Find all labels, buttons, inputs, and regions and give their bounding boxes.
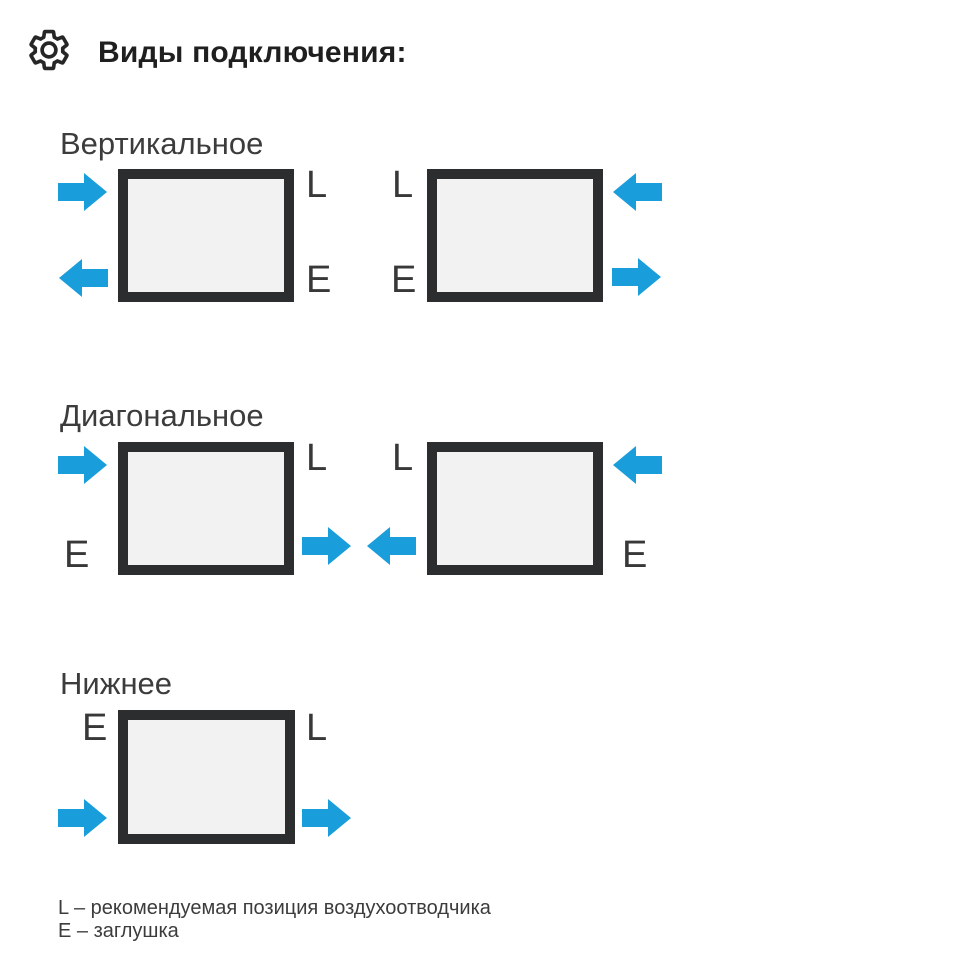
radiator-box: [427, 169, 603, 302]
radiator-box: [118, 442, 294, 575]
header: [0, 0, 970, 90]
radiator-box: [427, 442, 603, 575]
section-vertical-label: Вертикальное: [60, 126, 264, 161]
inlet-arrow-right-icon: [58, 172, 108, 212]
section-vertical: [0, 120, 970, 340]
radiator-box: [118, 710, 295, 844]
section-bottom-label: Нижнее: [60, 666, 173, 701]
outlet-arrow-right-icon: [612, 257, 662, 297]
inlet-arrow-right-icon: [58, 445, 108, 485]
legend-line-e: E – заглушка: [58, 920, 179, 942]
port-label-e: E: [82, 707, 108, 749]
gear-icon: [26, 27, 72, 73]
inlet-arrow-right-icon: [58, 798, 108, 838]
outlet-arrow-left-icon: [366, 526, 416, 566]
page-title: Виды подключения:: [98, 36, 407, 69]
port-label-l: L: [306, 437, 328, 479]
port-label-e: E: [64, 534, 90, 576]
outlet-arrow-right-icon: [302, 798, 352, 838]
legend: [58, 897, 491, 943]
section-diagonal-label: Диагональное: [60, 398, 264, 433]
radiator-box: [118, 169, 294, 302]
port-label-l: L: [306, 707, 328, 749]
port-label-l: L: [392, 164, 414, 206]
outlet-arrow-left-icon: [58, 258, 108, 298]
port-label-l: L: [306, 164, 328, 206]
port-label-l: L: [392, 437, 414, 479]
port-label-e: E: [306, 259, 332, 301]
inlet-arrow-left-icon: [612, 172, 662, 212]
legend-line-l: L – рекомендуемая позиция воздухоотводчика: [58, 897, 491, 919]
section-diagonal: [0, 392, 970, 612]
port-label-e: E: [391, 259, 417, 301]
port-label-e: E: [622, 534, 648, 576]
outlet-arrow-right-icon: [302, 526, 352, 566]
section-bottom: [0, 660, 970, 880]
inlet-arrow-left-icon: [612, 445, 662, 485]
